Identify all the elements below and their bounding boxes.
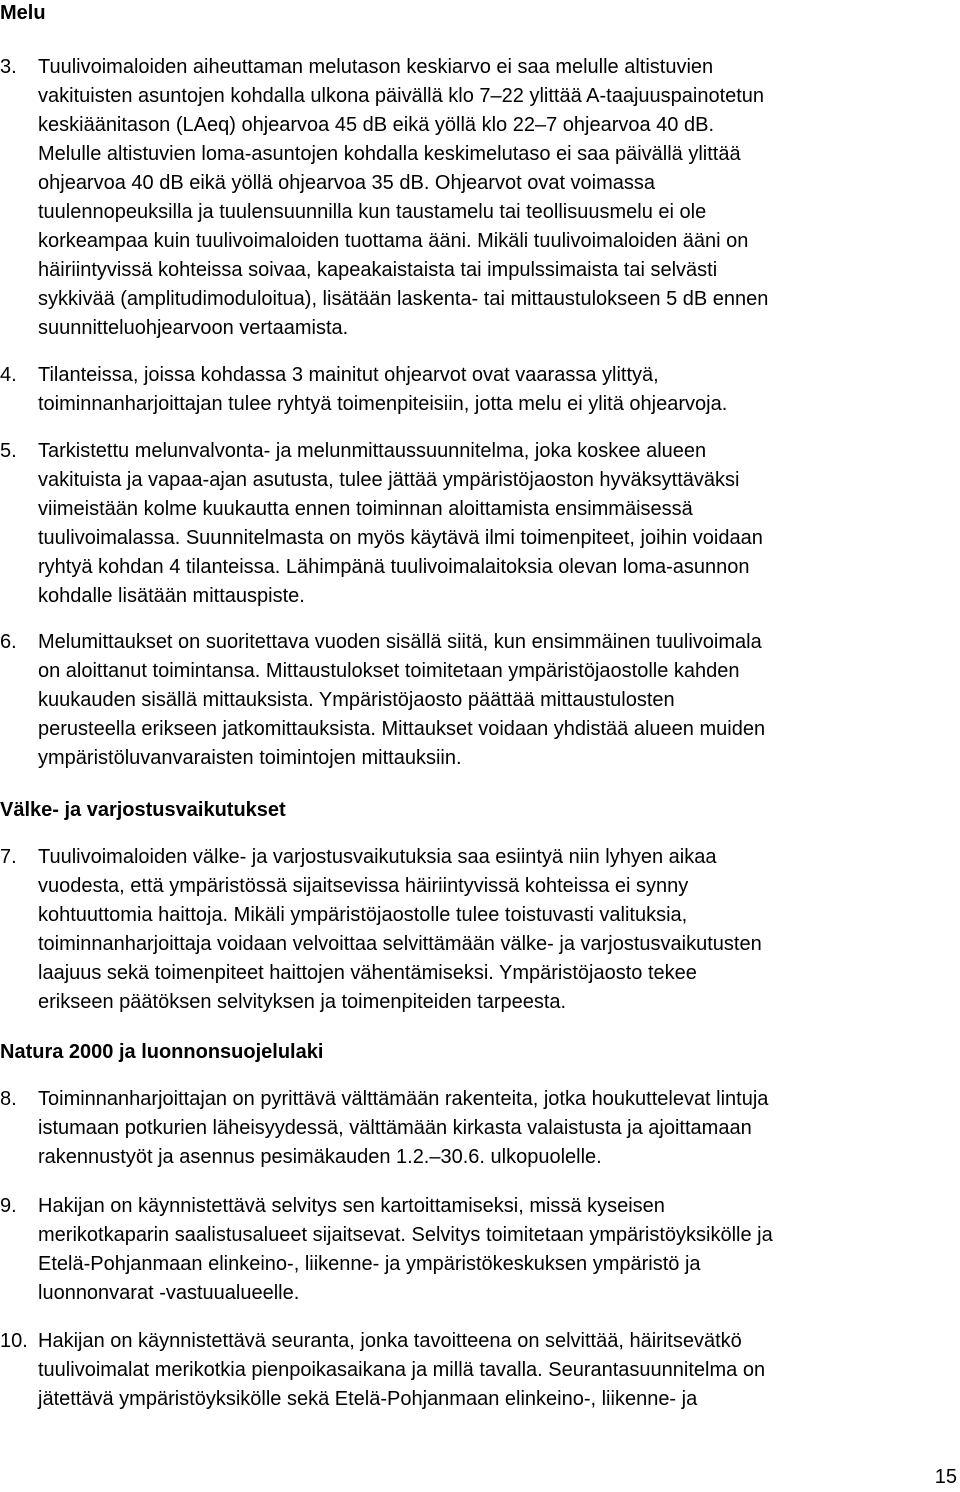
page-number: 15 [934, 1466, 957, 1488]
section-heading-valke: Välke- ja varjostusvaikutukset [0, 799, 286, 821]
text-line: ryhtyä kohdan 4 tilanteissa. Lähimpänä tuulivoimalaitoksia olevan loma-asunnon [38, 556, 750, 578]
text-line: tuulennopeuksilla ja tuulensuunnilla kun taustamelu tai teollisuusmelu ei ole [38, 201, 707, 223]
item-number: 4. [0, 364, 17, 386]
text-line: Melumittaukset on suoritettava vuoden sisällä siitä, kun ensimmäinen tuulivoimala [38, 631, 762, 653]
text-line: Etelä-Pohjanmaan elinkeino-, liikenne- ja ympäristökeskuksen ympäristö ja [38, 1253, 701, 1275]
text-line: vakituista ja vapaa-ajan asutusta, tulee jättää ympäristöjaoston hyväksyttäväksi [38, 469, 740, 491]
item-text [38, 1085, 953, 1172]
item-text [38, 843, 953, 1017]
section-heading-melu: Melu [0, 2, 46, 24]
text-line: korkeampaa kuin tuulivoimaloiden tuottama ääni. Mikäli tuulivoimaloiden ääni on [38, 230, 749, 252]
text-line: Tilanteissa, joissa kohdassa 3 mainitut ohjearvot ovat vaarassa ylittyä, [38, 364, 659, 386]
text-line: jätettävä ympäristöyksikölle sekä Etelä-Pohjanmaan elinkeino-, liikenne- ja [38, 1388, 698, 1410]
text-line: ohjearvoa 40 dB eikä yöllä ohjearvoa 35 dB. Ohjearvot ovat voimassa [38, 172, 656, 194]
text-line: suunnitteluohjearvoon vertaamista. [38, 317, 349, 339]
item-text [38, 1327, 953, 1414]
text-line: luonnonvarat -vastuualueelle. [38, 1282, 300, 1304]
text-line: kuukauden sisällä mittauksista. Ympäristöjaosto päättää mittaustulosten [38, 689, 675, 711]
item-number: 3. [0, 56, 17, 78]
text-line: laajuus sekä toimenpiteet haittojen vähentämiseksi. Ympäristöjaosto tekee [38, 962, 697, 984]
text-line: Melulle altistuvien loma-asuntojen kohdalla keskimelutaso ei saa päivällä ylittää [38, 143, 741, 165]
text-line: tuulivoimalassa. Suunnitelmasta on myös käytävä ilmi toimenpiteet, joihin voidaan [38, 527, 763, 549]
text-line: on aloittanut toimintansa. Mittaustulokset toimitetaan ympäristöjaostolle kahden [38, 660, 740, 682]
text-line: erikseen päätöksen selvityksen ja toimenpiteiden tarpeesta. [38, 991, 567, 1013]
text-line: toiminnanharjoittaja voidaan velvoittaa selvittämään välke- ja varjostusvaikutusten [38, 933, 762, 955]
item-text [38, 437, 953, 611]
text-line: perusteella erikseen jatkomittauksista. Mittaukset voidaan yhdistää alueen muiden [38, 718, 766, 740]
item-text [38, 628, 953, 773]
item-number: 8. [0, 1088, 17, 1110]
item-number: 10. [0, 1330, 28, 1352]
item-text [38, 1192, 953, 1308]
text-line: rakennustyöt ja asennus pesimäkauden 1.2.–30.6. ulkopuolelle. [38, 1146, 602, 1168]
text-line: viimeistään kolme kuukautta ennen toiminnan aloittamista ensimmäisessä [38, 498, 693, 520]
text-line: Tuulivoimaloiden aiheuttaman melutason keskiarvo ei saa melulle altistuvien [38, 56, 714, 78]
item-number: 5. [0, 440, 17, 462]
text-line: Tarkistettu melunvalvonta- ja melunmittaussuunnitelma, joka koskee alueen [38, 440, 707, 462]
text-line: istumaan potkurien läheisyydessä, välttämään kirkasta valaistusta ja ajoittamaan [38, 1117, 752, 1139]
text-line: ympäristöluvanvaraisten toimintojen mittauksiin. [38, 747, 462, 769]
text-line: tuulivoimalat merikotkia pienpoikasaikana ja millä tavalla. Seurantasuunnitelma on [38, 1359, 766, 1381]
text-line: kohtuuttomia haittoja. Mikäli ympäristöjaostolle tulee toistuvasti valituksia, [38, 904, 688, 926]
text-line: sykkivää (amplitudimoduloitua), lisätään laskenta- tai mittaustulokseen 5 dB ennen [38, 288, 769, 310]
text-line: keskiäänitason (LAeq) ohjearvoa 45 dB eikä yöllä klo 22–7 ohjearvoa 40 dB. [38, 114, 714, 136]
text-line: kohdalle lisätään mittauspiste. [38, 585, 305, 607]
item-number: 9. [0, 1195, 17, 1217]
text-line: Tuulivoimaloiden välke- ja varjostusvaikutuksia saa esiintyä niin lyhyen aikaa [38, 846, 717, 868]
text-line: Hakijan on käynnistettävä seuranta, jonka tavoitteena on selvittää, häiritsevätkö [38, 1330, 742, 1352]
text-line: toiminnanharjoittajan tulee ryhtyä toimenpiteisiin, jotta melu ei ylitä ohjearvoja. [38, 393, 728, 415]
item-text [38, 53, 953, 343]
text-line: vakituisten asuntojen kohdalla ulkona päivällä klo 7–22 ylittää A-taajuuspainotetun [38, 85, 765, 107]
text-line: Toiminnanharjoittajan on pyrittävä välttämään rakenteita, jotka houkuttelevat lintuja [38, 1088, 769, 1110]
text-line: häiriintyvissä kohteissa soivaa, kapeakaistaista tai impulssimaista tai selvästi [38, 259, 718, 281]
item-number: 7. [0, 846, 17, 868]
section-heading-natura: Natura 2000 ja luonnonsuojelulaki [0, 1041, 324, 1063]
item-number: 6. [0, 631, 17, 653]
text-line: Hakijan on käynnistettävä selvitys sen kartoittamiseksi, missä kyseisen [38, 1195, 665, 1217]
text-line: merikotkaparin saalistusalueet sijaitsevat. Selvitys toimitetaan ympäristöyksikölle ja [38, 1224, 773, 1246]
text-line: vuodesta, että ympäristössä sijaitsevissa häiriintyvissä kohteissa ei synny [38, 875, 689, 897]
item-text [38, 361, 953, 419]
